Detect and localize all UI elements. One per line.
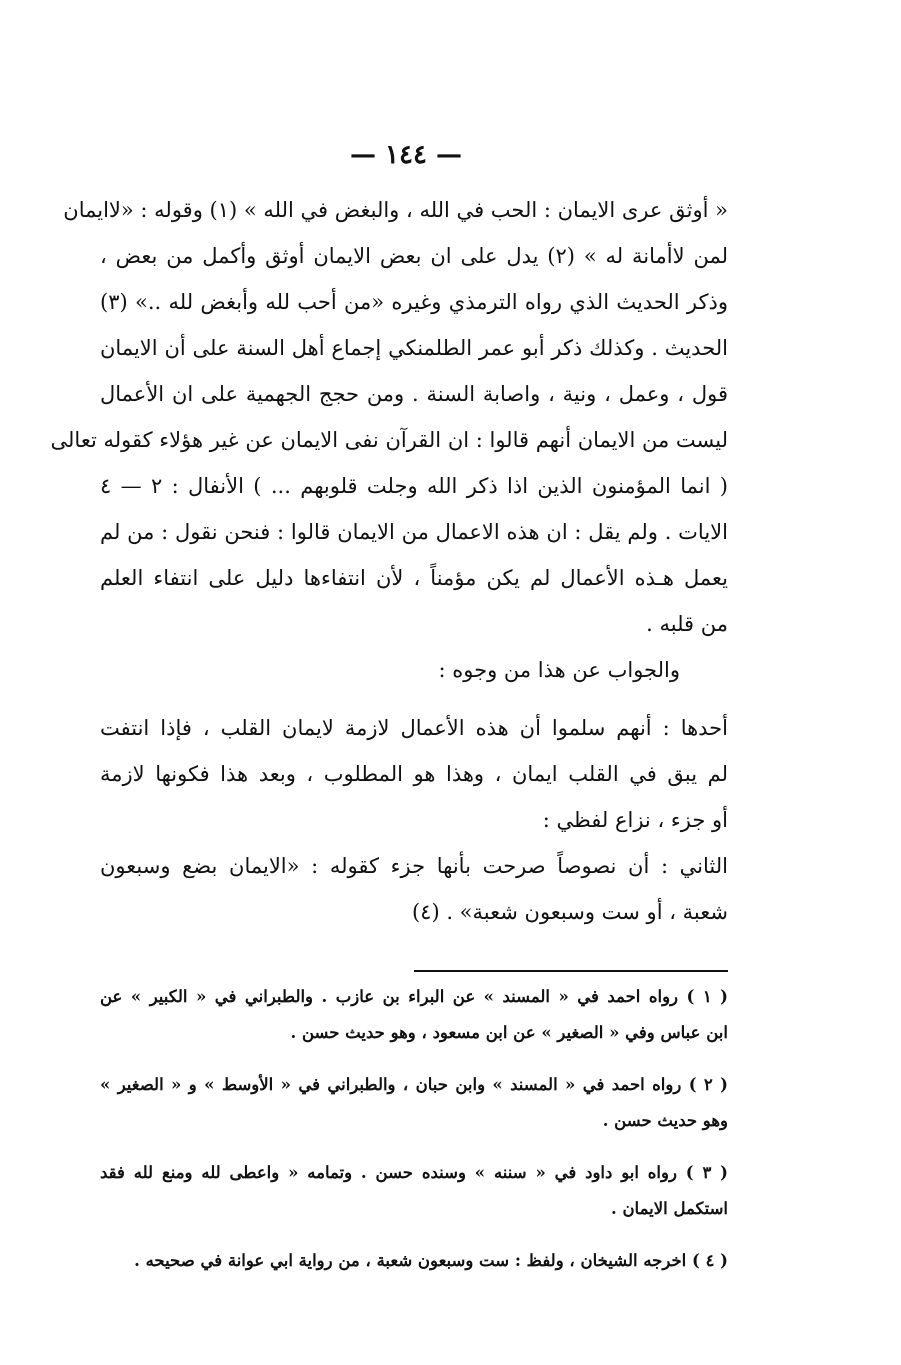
footnote-line: ( ١ ) رواه احمد في « المسند » عن البراء بن عازب . والطبراني في « الكبير » عن [100, 987, 728, 1006]
point-two-line: الثاني : أن نصوصاً صرحت بأنها جزء كقوله : «الايمان بضع وسبعون [100, 854, 728, 878]
text-line: قول ، وعمل ، ونية ، واصابة السنة . ومن حجج الجهمية على ان الأعمال [100, 382, 728, 406]
footnote-line: ( ٤ ) اخرجه الشيخان ، ولفظ : ست وسبعون شعبة ، من رواية ابي عوانة في صحيحه . [134, 1251, 728, 1270]
answer-intro: والجواب عن هذا من وجوه : [438, 658, 680, 682]
footnote-line: ( ٣ ) رواه ابو داود في « سننه » وسنده حسن . وتمامه « واعطى لله ومنع لله فقد [100, 1163, 728, 1182]
footnote-gap [100, 1233, 728, 1249]
footnote-divider [414, 970, 728, 972]
footnotes [100, 985, 728, 1285]
text-line: ليست من الايمان أنهم قالوا : ان القرآن نفى الايمان عن غير هؤلاء كقوله تعالى [50, 428, 728, 452]
text-line: يعمل هـذه الأعمال لم يكن مؤمناً ، لأن انتفاءها دليل على انتفاء العلم [100, 566, 728, 590]
text-line: لمن لاأمانة له » (٢) يدل على ان بعض الايمان أوثق وأكمل من بعض ، [100, 244, 728, 268]
text-line: الايات . ولم يقل : ان هذه الاعمال من الايمان قالوا : فنحن نقول : من لم [100, 520, 728, 544]
text-line: من قلبه . [646, 612, 728, 636]
footnote-line: ( ٢ ) رواه احمد في « المسند » وابن حبان ، والطبراني في « الأوسط » و « الصغير » [100, 1075, 728, 1094]
footnote-line: وهو حديث حسن . [602, 1111, 728, 1130]
text-line: « أوثق عرى الايمان : الحب في الله ، والبغض في الله » (١) وقوله : «لاايمان [63, 198, 728, 222]
footnote-gap [100, 1145, 728, 1161]
text-line: الحديث . وكذلك ذكر أبو عمر الطلمنكي إجماع أهل السنة على أن الايمان [100, 336, 728, 360]
footnote-gap [100, 1057, 728, 1073]
text-line: وذكر الحديث الذي رواه الترمذي وغيره «من أحب لله وأبغض لله ..» (٣) [100, 290, 728, 314]
footnote-line: استكمل الايمان . [610, 1199, 728, 1218]
main-text [50, 195, 728, 943]
text-line: ( انما المؤمنون الذين اذا ذكر الله وجلت قلوبهم ... ) الأنفال : ٢ — ٤ [100, 474, 728, 498]
point-one-line: لم يبق في القلب ايمان ، وهذا هو المطلوب ، وبعد هذا فكونها لازمة [100, 762, 728, 786]
point-one-line: أو جزء ، نزاع لفظي : [542, 808, 728, 832]
page-number: — ١٤٤ — [349, 140, 463, 170]
point-two-line: شعبة ، أو ست وسبعون شعبة» . (٤) [411, 900, 728, 924]
footnote-line: ابن عباس وفي « الصغير » عن ابن مسعود ، وهو حديث حسن . [290, 1023, 728, 1042]
point-one-line: أحدها : أنهم سلموا أن هذه الأعمال لازمة لايمان القلب ، فإذا انتفت [100, 716, 728, 740]
paragraph-gap [100, 701, 728, 713]
